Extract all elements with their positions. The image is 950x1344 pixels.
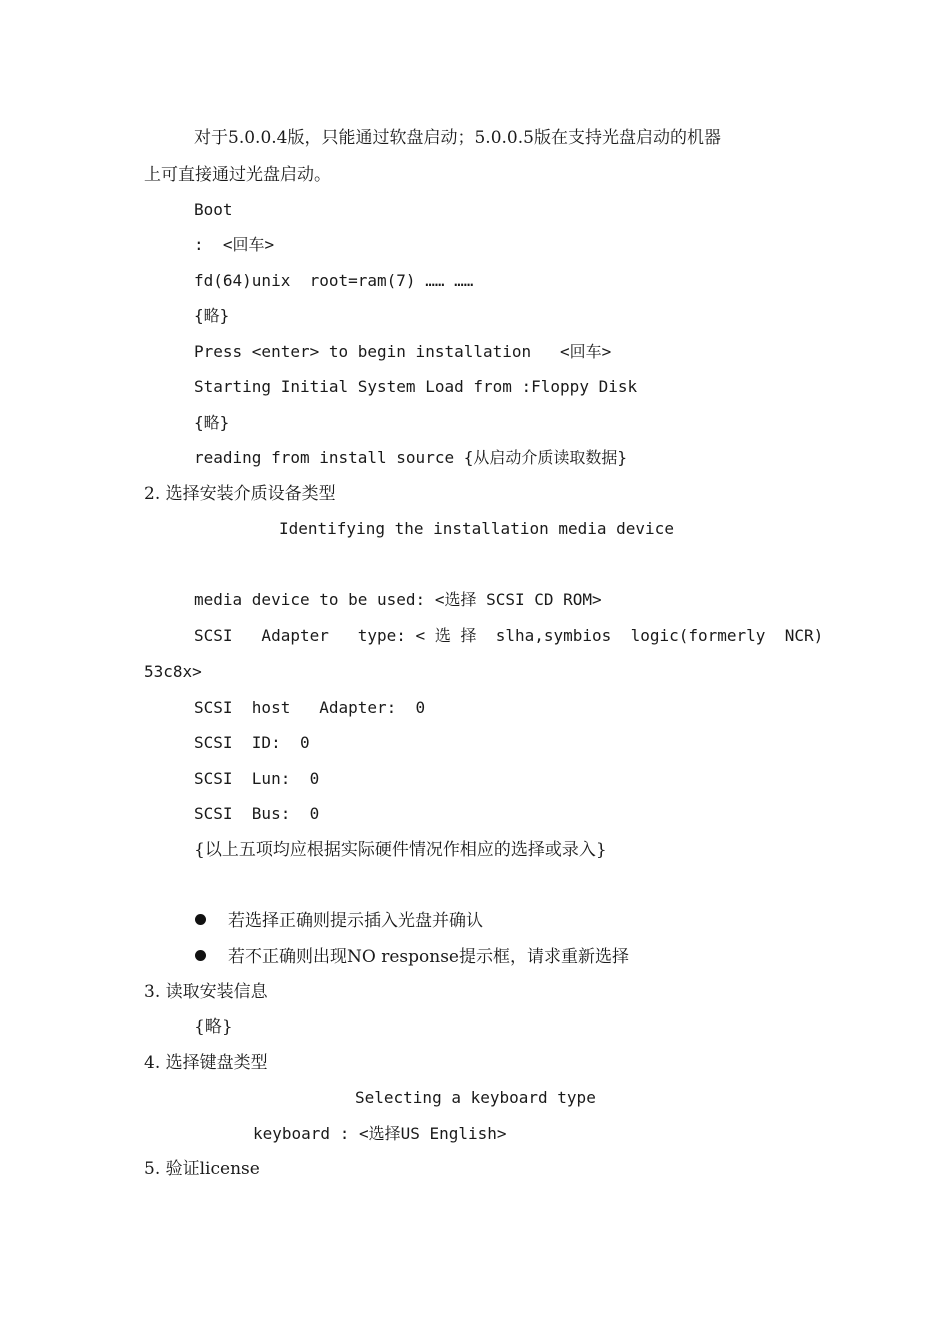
console-line: : <回车> — [194, 235, 275, 254]
step-2-note: {以上五项均应根据实际硬件情况作相应的选择或录入} — [194, 840, 607, 860]
step-5-heading: 5. 验证license — [144, 1159, 260, 1179]
step-4-line: keyboard : <选择US English> — [253, 1124, 507, 1143]
console-line: Press <enter> to begin installation <回车> — [194, 342, 612, 361]
bullet-item: 若不正确则出现NO response提示框，请求重新选择 — [228, 947, 629, 967]
console-line: Boot — [194, 200, 233, 219]
intro-paragraph-line-2: 上可直接通过光盘启动。 — [144, 165, 331, 185]
step-2-center-title: Identifying the installation media device — [279, 519, 674, 538]
step-2-line: SCSI Lun: 0 — [194, 769, 320, 788]
bullet-icon — [195, 914, 206, 925]
step-2-line: 53c8x> — [144, 662, 202, 681]
step-3-note: {略} — [194, 1017, 233, 1037]
step-2-line: SCSI host Adapter: 0 — [194, 698, 426, 717]
step-2-line: SCSI Bus: 0 — [194, 804, 320, 823]
step-2-line: SCSI ID: 0 — [194, 733, 310, 752]
step-2-line: SCSI Adapter type: < 选 择 slha,symbios logic(formerly NCR) — [194, 626, 824, 645]
console-line: Starting Initial System Load from :Floppy Disk — [194, 377, 638, 396]
step-4-center-title: Selecting a keyboard type — [355, 1088, 596, 1107]
bullet-icon — [195, 950, 206, 961]
console-line: reading from install source {从启动介质读取数据} — [194, 448, 627, 467]
console-line: {略} — [194, 413, 230, 432]
bullet-item: 若选择正确则提示插入光盘并确认 — [228, 911, 483, 931]
step-3-heading: 3. 读取安装信息 — [144, 982, 268, 1002]
console-line: {略} — [194, 306, 230, 325]
step-2-line: media device to be used: <选择 SCSI CD ROM> — [194, 590, 602, 609]
intro-paragraph-line-1: 对于5.0.0.4版，只能通过软盘启动；5.0.0.5版在支持光盘启动的机器 — [194, 128, 721, 148]
console-line: fd(64)unix root=ram(7) …… …… — [194, 271, 474, 290]
step-2-heading: 2. 选择安装介质设备类型 — [144, 484, 336, 504]
step-4-heading: 4. 选择键盘类型 — [144, 1053, 268, 1073]
